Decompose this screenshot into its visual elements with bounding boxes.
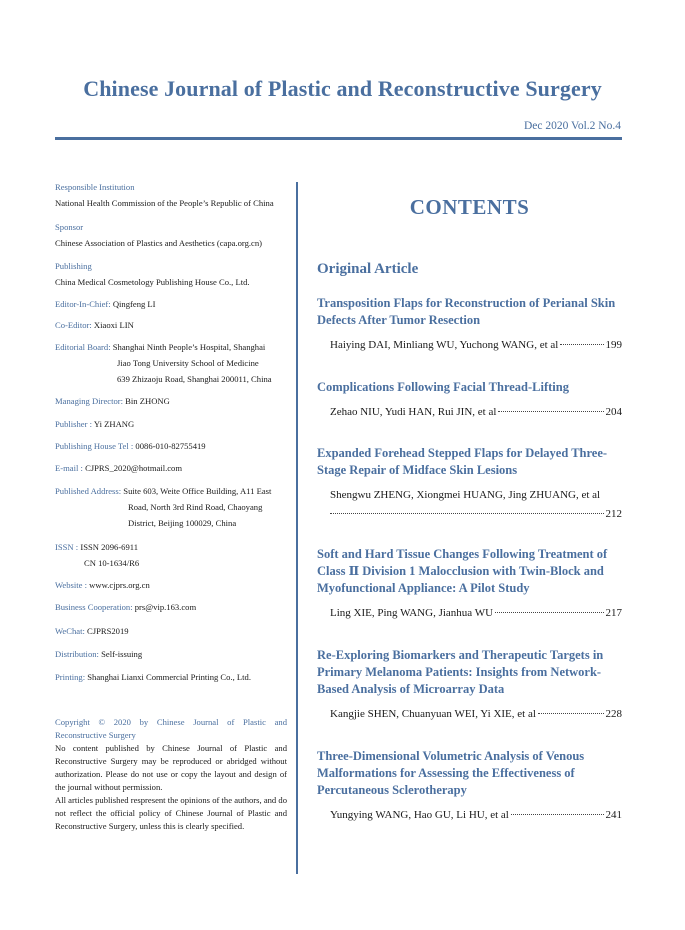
article-authors: Ling XIE, Ping WANG, Jianhua WU <box>330 607 494 619</box>
issn-label: ISSN : <box>55 542 79 552</box>
publishing-house-tel <box>55 440 287 453</box>
toc-entry[interactable] <box>317 647 622 722</box>
article-authors: Yungying WANG, Hao GU, Li HU, et al <box>330 809 509 821</box>
website-value: www.cjprs.org.cn <box>89 580 150 590</box>
co-editor-value: Xiaoxi LIN <box>93 320 134 330</box>
leader-line <box>317 507 622 522</box>
article-page: 228 <box>605 708 622 720</box>
article-page: 212 <box>605 508 622 520</box>
business-cooperation <box>55 601 287 614</box>
co-editor <box>55 319 287 332</box>
journal-title: Chinese Journal of Plastic and Reconstructive Surgery <box>83 76 602 101</box>
editorial-board-line1: Shanghai Ninth People’s Hospital, Shanghai <box>112 342 266 352</box>
leader-dots <box>495 612 603 613</box>
copyright-paragraph-2: All articles published respresent the opinions of the authors, and do not reflect the official policy of Chinese Journal of Plastic and Reconstructive Surgery, unless this is clearly specified. <box>55 795 287 831</box>
published-address-line2: Road, North 3rd Rind Road, Chaoyang <box>128 502 263 512</box>
business-cooperation-value: prs@vip.163.com <box>134 602 197 612</box>
publishing-value: China Medical Cosmetology Publishing House Co., Ltd. <box>55 277 250 287</box>
published-address-label: Published Address: <box>55 486 122 496</box>
website-label: Website : <box>55 580 88 590</box>
leader-dots <box>330 513 604 514</box>
article-authors-line <box>317 606 622 621</box>
toc-entry[interactable] <box>317 748 622 823</box>
wechat-label: WeChat: <box>55 626 85 636</box>
published-address <box>55 485 287 530</box>
toc-entry[interactable] <box>317 295 622 353</box>
publishing-label: Publishing <box>55 261 92 271</box>
article-authors-line <box>317 338 622 353</box>
copyright-paragraph-1: No content published by Chinese Journal of Plastic and Reconstructive Surgery may be reproduced or abridged without authorization. Please do not use or copy the layout and design of the journal without permission. <box>55 743 287 792</box>
editorial-board-line3: 639 Zhizaoju Road, Shanghai 200011, China <box>117 374 272 384</box>
toc-entry[interactable] <box>317 546 622 621</box>
contents-heading: CONTENTS <box>409 195 530 219</box>
article-authors-line <box>317 707 622 722</box>
article-authors-line <box>317 405 622 420</box>
article-authors: Zehao NIU, Yudi HAN, Rui JIN, et al <box>330 406 497 418</box>
printing-value: Shanghai Lianxi Commercial Printing Co., Ltd. <box>87 672 251 682</box>
editorial-board <box>55 341 287 386</box>
email <box>55 462 287 475</box>
distribution-label: Distribution: <box>55 649 99 659</box>
issn <box>55 541 287 570</box>
leader-dots <box>538 713 604 714</box>
printing-label: Printing: <box>55 672 86 682</box>
section-heading: Original Article <box>317 261 419 277</box>
publisher-value: Yi ZHANG <box>93 419 135 429</box>
editor-in-chief-label: Editor-In-Chief: <box>55 299 111 309</box>
sponsor-value: Chinese Association of Plastics and Aesthetics (capa.org.cn) <box>55 238 263 248</box>
publishing-house-tel-value: 0086-010-82755419 <box>135 441 206 451</box>
responsible-institution-value: National Health Commission of the People’s Republic of China <box>55 198 274 208</box>
printing <box>55 671 287 684</box>
article-page: 204 <box>605 406 622 418</box>
article-page: 217 <box>605 607 622 619</box>
leader-dots <box>498 411 603 412</box>
copyright-notice <box>55 716 287 833</box>
email-value: CJPRS_2020@hotmail.com <box>85 463 183 473</box>
column-divider <box>296 182 298 874</box>
article-page: 199 <box>605 339 622 351</box>
issue-info: Dec 2020 Vol.2 No.4 <box>523 120 621 132</box>
article-authors-line <box>317 488 622 503</box>
article-authors-line <box>317 808 622 823</box>
publishing-house-tel-label: Publishing House Tel : <box>55 441 134 451</box>
sponsor <box>55 221 287 250</box>
published-address-line1: Suite 603, Weite Office Building, A11 East <box>123 486 272 496</box>
email-label: E-mail : <box>55 463 83 473</box>
editor-in-chief-value: Qingfeng LI <box>112 299 156 309</box>
toc-entry[interactable] <box>317 379 622 420</box>
header-rule <box>55 137 622 140</box>
issn-value: ISSN 2096-6911 <box>80 542 139 552</box>
article-title[interactable]: Transposition Flaps for Reconstruction of Perianal Skin Defects After Tumor Resection <box>317 296 616 327</box>
responsible-institution-label: Responsible Institution <box>55 182 135 192</box>
business-cooperation-label: Business Cooperation: <box>55 602 133 612</box>
leader-dots <box>511 814 604 815</box>
managing-director-value: Bin ZHONG <box>125 396 170 406</box>
distribution <box>55 648 287 661</box>
wechat-value: CJPRS2019 <box>87 626 129 636</box>
article-title[interactable]: Soft and Hard Tissue Changes Following Treatment of Class Ⅱ Division 1 Malocclusion with Twin-Block and Myofunctional Appliance: A Pilot Study <box>317 547 608 595</box>
co-editor-label: Co-Editor: <box>55 320 92 330</box>
article-title[interactable]: Re-Exploring Biomarkers and Therapeutic Targets in Primary Melanoma Patients: Insights from Network-Based Analysis of Microarray Data <box>317 648 604 696</box>
cn-value: CN 10-1634/R6 <box>84 558 140 568</box>
website <box>55 579 287 592</box>
publishing <box>55 260 287 289</box>
article-title[interactable]: Expanded Forehead Stepped Flaps for Delayed Three-Stage Repair of Midface Skin Lesions <box>317 446 608 477</box>
published-address-line3: District, Beijing 100029, China <box>128 518 237 528</box>
responsible-institution <box>55 181 287 210</box>
editorial-board-label: Editorial Board: <box>55 342 111 352</box>
distribution-value: Self-issuing <box>101 649 143 659</box>
article-page: 241 <box>605 809 622 821</box>
publisher-label: Publisher : <box>55 419 93 429</box>
article-title[interactable]: Complications Following Facial Thread-Lifting <box>317 380 569 394</box>
publisher <box>55 418 287 431</box>
wechat <box>55 625 287 638</box>
toc-entry[interactable] <box>317 445 622 522</box>
editorial-board-line2: Jiao Tong University School of Medicine <box>117 358 259 368</box>
copyright-title: Copyright © 2020 by Chinese Journal of Plastic and Reconstructive Surgery <box>55 717 287 740</box>
editor-in-chief <box>55 298 287 311</box>
article-title[interactable]: Three-Dimensional Volumetric Analysis of Venous Malformations for Assessing the Effectiveness of Percutaneous Sclerotherapy <box>317 749 585 797</box>
article-authors: Shengwu ZHENG, Xiongmei HUANG, Jing ZHUANG, et al <box>330 489 601 501</box>
article-authors: Haiying DAI, Minliang WU, Yuchong WANG, et al <box>330 339 559 351</box>
leader-dots <box>560 344 603 345</box>
managing-director <box>55 395 287 408</box>
managing-director-label: Managing Director: <box>55 396 124 406</box>
sponsor-label: Sponsor <box>55 222 84 232</box>
article-authors: Kangjie SHEN, Chuanyuan WEI, Yi XIE, et al <box>330 708 536 720</box>
